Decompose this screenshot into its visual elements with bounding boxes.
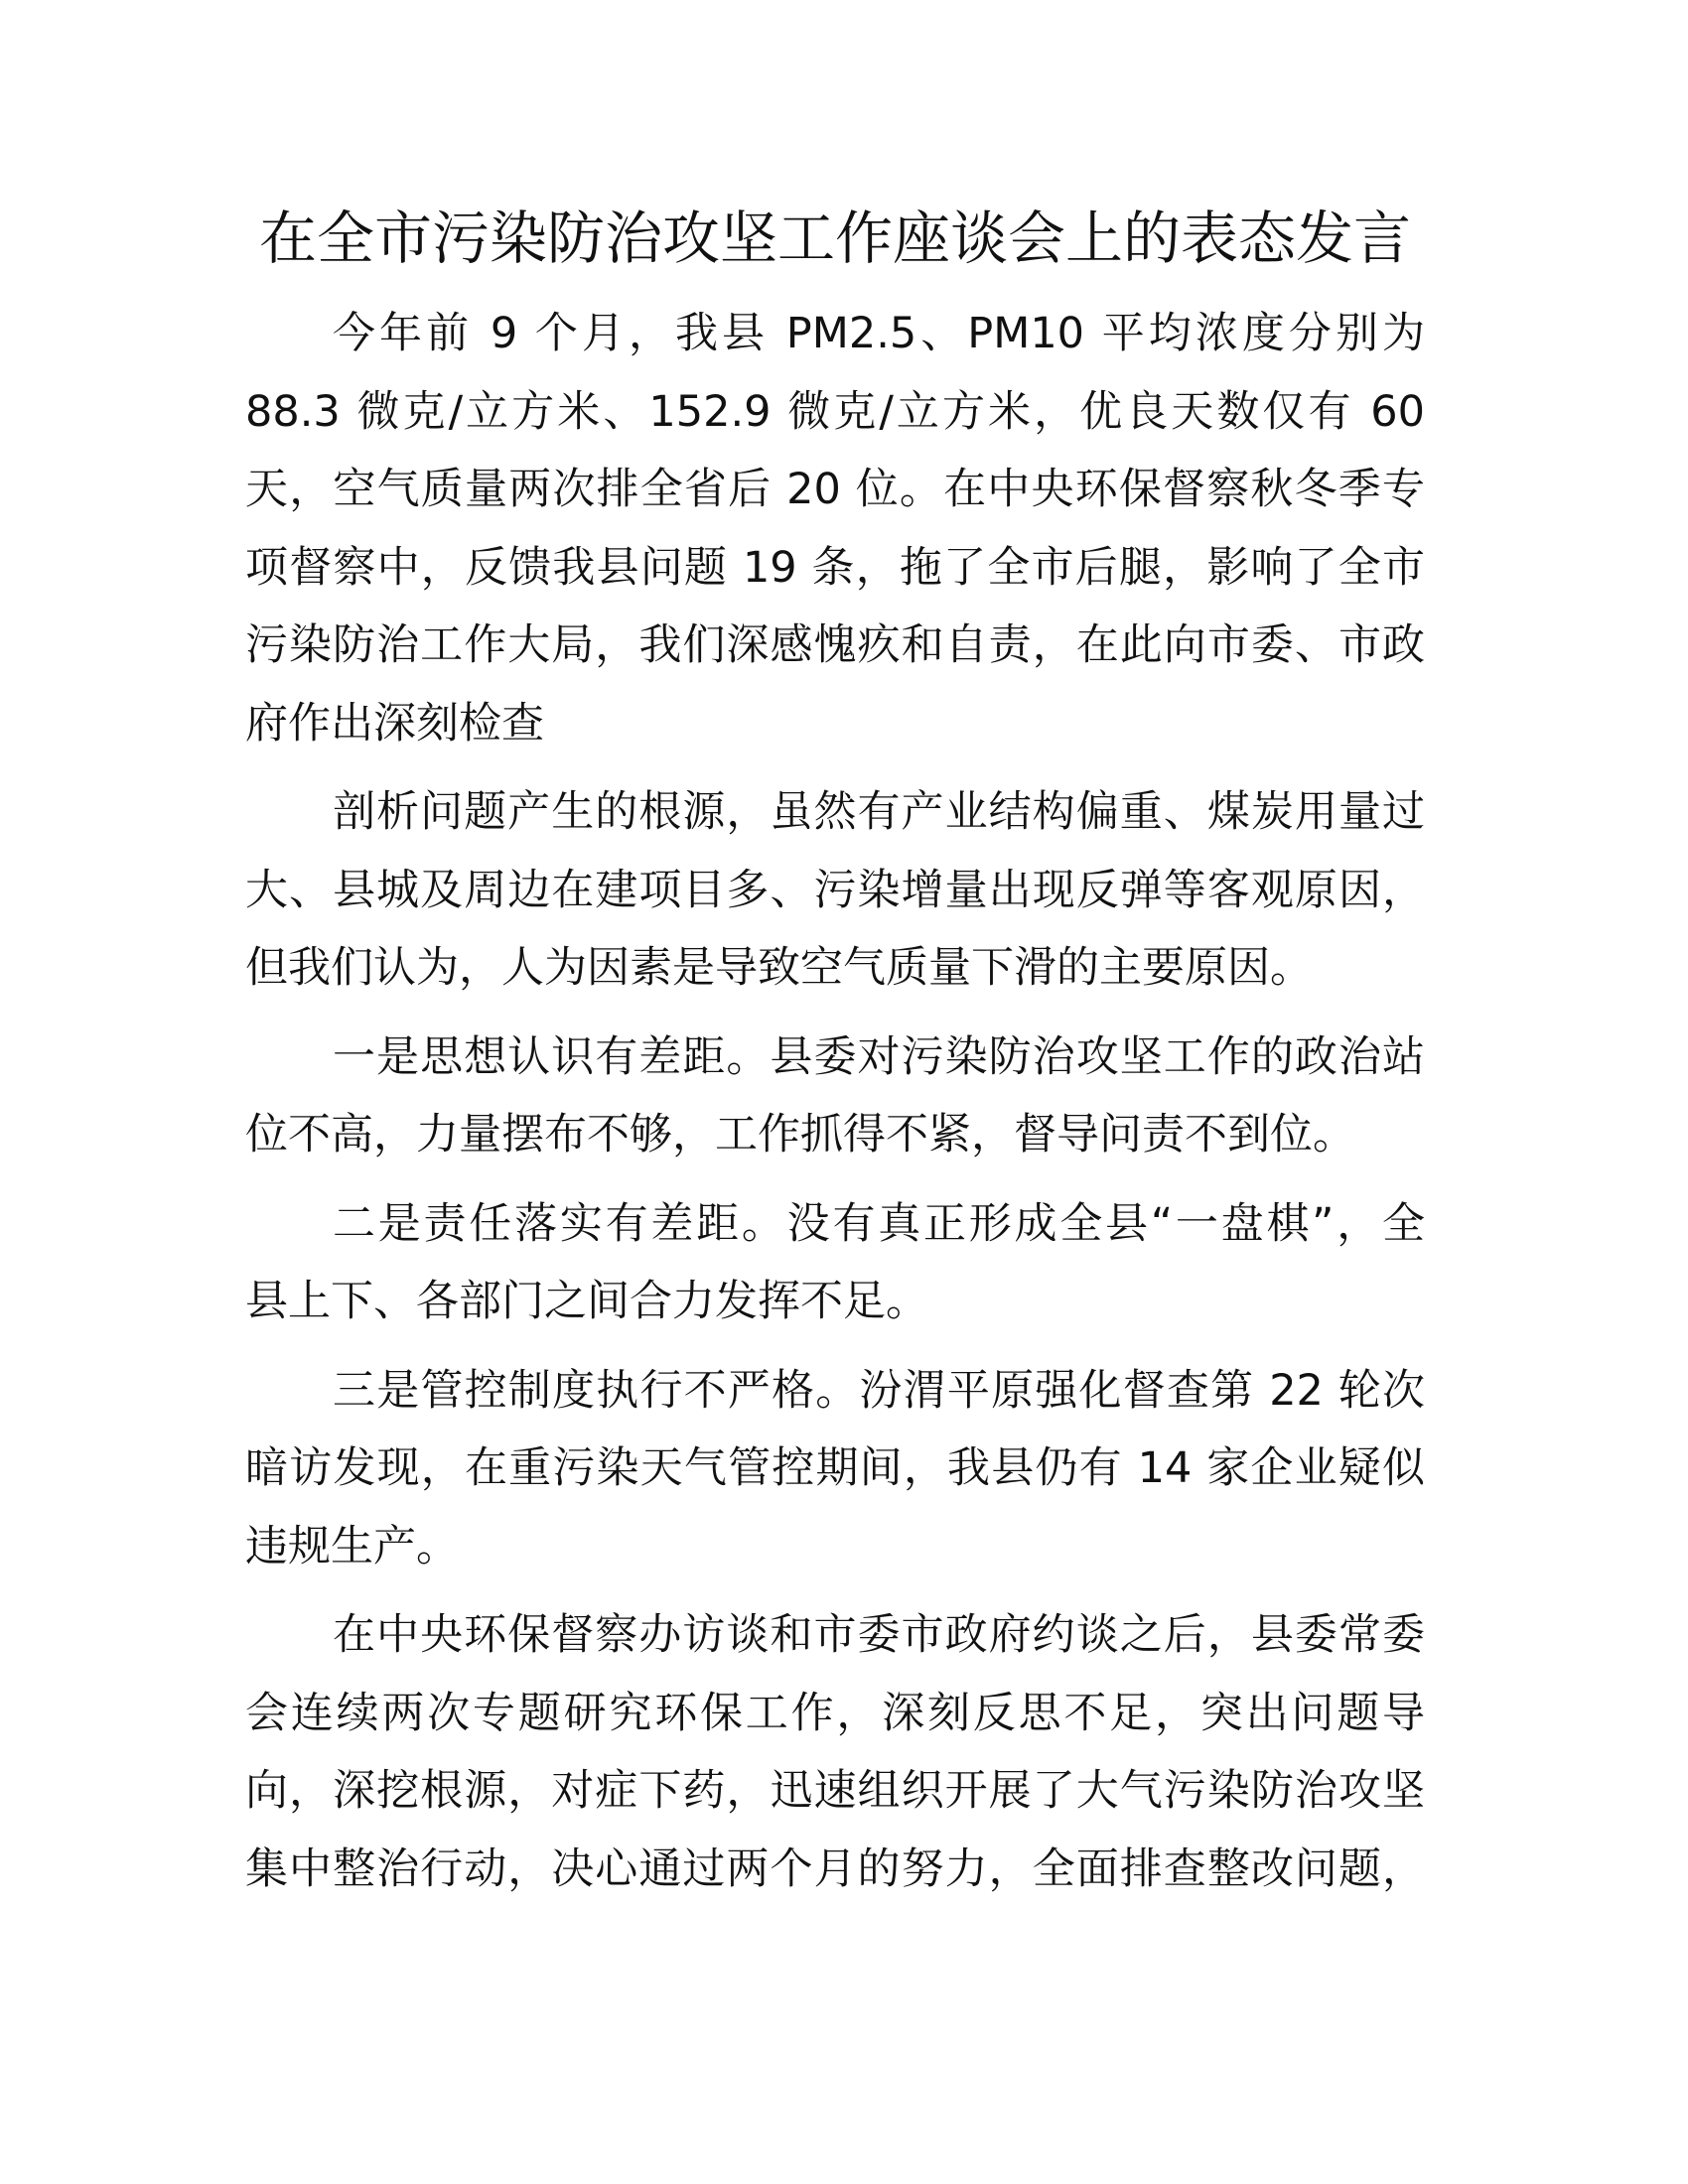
paragraph bbox=[245, 1019, 1425, 1174]
text-line: 污染防治工作大局，我们深感愧疚和自责，在此向市委、市政 bbox=[245, 620, 1425, 670]
paragraph bbox=[245, 1352, 1425, 1586]
text-line: 三是管控制度执行不严格。汾渭平原强化督查第 22 轮次 bbox=[333, 1365, 1425, 1416]
text-line: 但我们认为，人为因素是导致空气质量下滑的主要原因。 bbox=[245, 943, 1313, 993]
document-body bbox=[245, 295, 1425, 1919]
text-line: 暗访发现，在重污染天气管控期间，我县仍有 14 家企业疑似 bbox=[245, 1443, 1425, 1493]
paragraph bbox=[245, 773, 1425, 1008]
text-line: 项督察中，反馈我县问题 19 条，拖了全市后腿，影响了全市 bbox=[245, 542, 1425, 593]
paragraph bbox=[245, 1596, 1425, 1908]
text-line: 二是责任落实有差距。没有真正形成全县“一盘棋”，全 bbox=[333, 1198, 1425, 1249]
text-line: 剖析问题产生的根源，虽然有产业结构偏重、煤炭用量过 bbox=[333, 787, 1425, 837]
text-line: 天，空气质量两次排全省后 20 位。在中央环保督察秋冬季专 bbox=[245, 465, 1425, 514]
text-line: 集中整治行动，决心通过两个月的努力，全面排查整改问题， bbox=[245, 1843, 1425, 1894]
text-line: 今年前 9 个月，我县 PM2.5、PM10 平均浓度分别为 bbox=[333, 309, 1425, 358]
text-line: 一是思想认识有差距。县委对污染防治攻坚工作的政治站 bbox=[333, 1031, 1425, 1082]
text-line: 在中央环保督察办访谈和市委市政府约谈之后，县委常委 bbox=[333, 1610, 1425, 1660]
text-line: 违规生产。 bbox=[245, 1521, 459, 1571]
document-title: 在全市污染防治攻坚工作座谈会上的表态发言 bbox=[258, 205, 1411, 272]
text-line: 向，深挖根源，对症下药，迅速组织开展了大气污染防治攻坚 bbox=[245, 1766, 1425, 1816]
paragraph bbox=[245, 1185, 1425, 1341]
text-line: 88.3 微克/立方米、152.9 微克/立方米，优良天数仅有 60 bbox=[245, 386, 1425, 437]
text-line: 县上下、各部门之间合力发挥不足。 bbox=[245, 1277, 928, 1326]
paragraph bbox=[245, 295, 1425, 762]
text-line: 会连续两次专题研究环保工作，深刻反思不足，突出问题导 bbox=[245, 1688, 1425, 1738]
text-line: 位不高，力量摆布不够，工作抓得不紧，督导问责不到位。 bbox=[245, 1110, 1355, 1160]
text-line: 大、县城及周边在建项目多、污染增量出现反弹等客观原因， bbox=[245, 865, 1425, 915]
text-line: 府作出深刻检查 bbox=[245, 698, 544, 749]
